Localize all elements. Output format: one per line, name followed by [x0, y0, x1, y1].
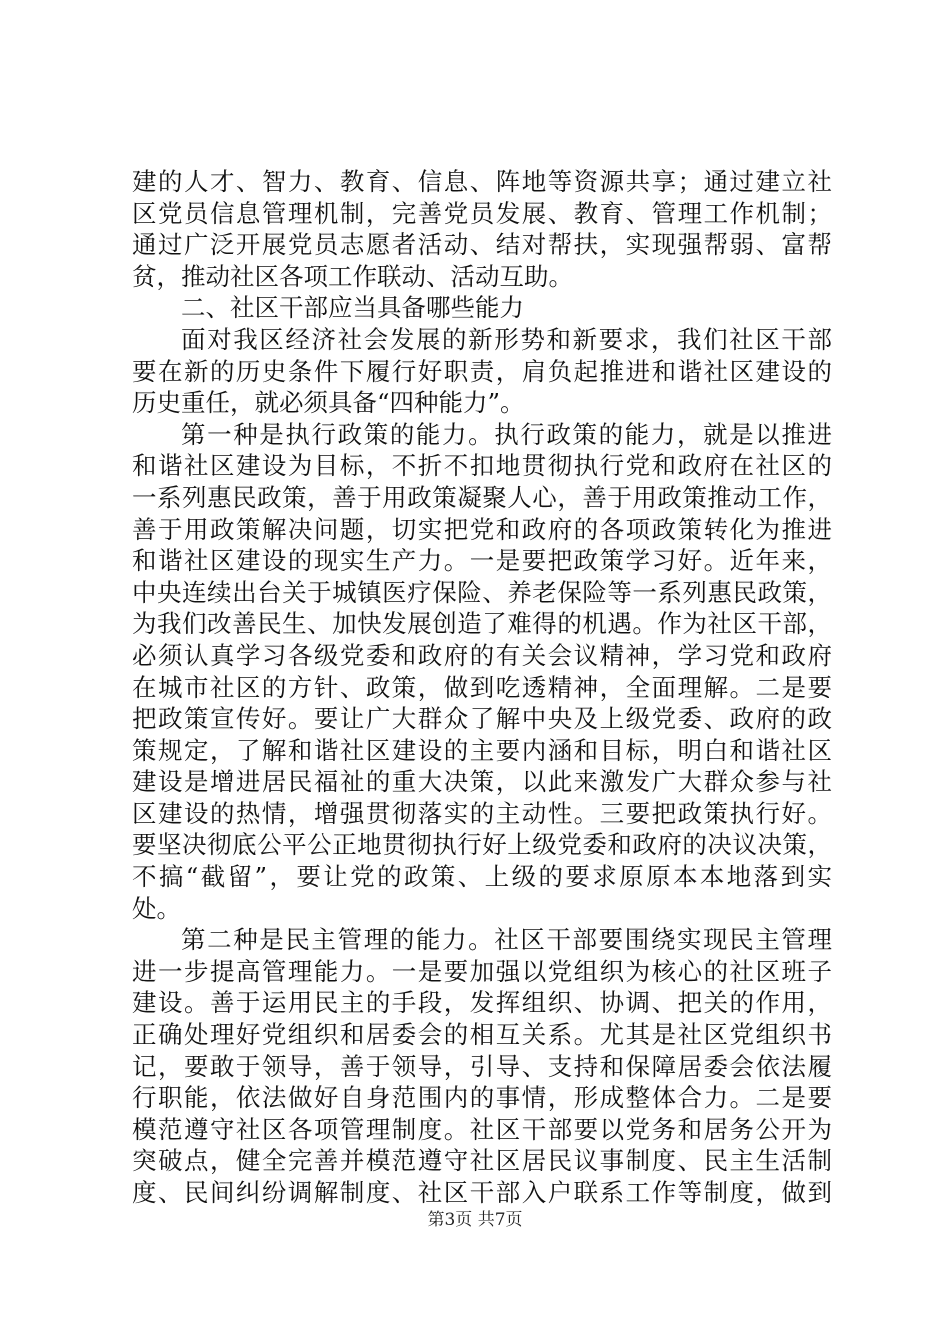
text-line: 和谐社区建设为目标，不折不扣地贯彻执行党和政府在社区的: [132, 451, 832, 481]
text-line: 要坚决彻底公平公正地贯彻执行好上级党委和政府的决议决策，: [132, 830, 832, 860]
text-line: 模范遵守社区各项管理制度。社区干部要以党务和居务公开为: [132, 1114, 832, 1144]
text-line: 行职能，依法做好自身范围内的事情，形成整体合力。二是要: [132, 1083, 832, 1113]
text-line: 正确处理好党组织和居委会的相互关系。尤其是社区党组织书: [132, 1020, 832, 1050]
text-line: 历史重任，就必须具备“四种能力”。: [132, 388, 525, 418]
text-line: 记，要敢于领导，善于领导，引导、支持和保障居委会依法履: [132, 1051, 832, 1081]
text-line: 通过广泛开展党员志愿者活动、结对帮扶，实现强帮弱、富帮: [132, 230, 832, 260]
text-line: 为我们改善民生、加快发展创造了难得的机遇。作为社区干部，: [132, 609, 832, 639]
text-line: 在城市社区的方针、政策，做到吃透精神，全面理解。二是要: [132, 672, 832, 702]
text-line: 度、民间纠纷调解制度、社区干部入户联系工作等制度，做到: [132, 1178, 832, 1207]
text-line: 处。: [132, 893, 181, 923]
text-line: 善于用政策解决问题，切实把党和政府的各项政策转化为推进: [132, 514, 832, 544]
text-line: 建设。善于运用民主的手段，发挥组织、协调、把关的作用，: [132, 988, 832, 1018]
text-line: 区党员信息管理机制，完善党员发展、教育、管理工作机制；: [132, 198, 832, 228]
text-line: 建的人才、智力、教育、信息、阵地等资源共享；通过建立社: [132, 167, 832, 196]
text-line: 进一步提高管理能力。一是要加强以党组织为核心的社区班子: [132, 956, 832, 986]
text-line: 中央连续出台关于城镇医疗保险、养老保险等一系列惠民政策，: [132, 577, 832, 607]
text-line: 要在新的历史条件下履行好职责，肩负起推进和谐社区建设的: [132, 356, 832, 386]
text-line: 贫，推动社区各项工作联动、活动互助。: [132, 261, 573, 291]
text-line: 第二种是民主管理的能力。社区干部要围绕实现民主管理: [181, 925, 832, 955]
text-line: 二、社区干部应当具备哪些能力: [181, 293, 524, 323]
page-number-footer: 第3页 共7页: [427, 1210, 523, 1230]
text-line: 必须认真学习各级党委和政府的有关会议精神，学习党和政府: [132, 640, 832, 670]
text-line: 区建设的热情，增强贯彻落实的主动性。三要把政策执行好。: [132, 798, 832, 828]
text-line: 面对我区经济社会发展的新形势和新要求，我们社区干部: [181, 324, 832, 354]
text-line: 策规定，了解和谐社区建设的主要内涵和目标，明白和谐社区: [132, 735, 832, 765]
document-body: [132, 166, 832, 1209]
text-line: 和谐社区建设的现实生产力。一是要把政策学习好。近年来，: [132, 546, 832, 576]
text-line: 第一种是执行政策的能力。执行政策的能力，就是以推进: [181, 419, 832, 449]
text-line: 突破点，健全完善并模范遵守社区居民议事制度、民主生活制: [132, 1146, 832, 1176]
text-line: 建设是增进居民福祉的重大决策，以此来激发广大群众参与社: [132, 767, 832, 797]
text-line: 一系列惠民政策，善于用政策凝聚人心，善于用政策推动工作，: [132, 482, 832, 512]
text-line: 把政策宣传好。要让广大群众了解中央及上级党委、政府的政: [132, 704, 832, 734]
text-line: 不搞“截留”，要让党的政策、上级的要求原原本本地落到实: [132, 862, 832, 892]
